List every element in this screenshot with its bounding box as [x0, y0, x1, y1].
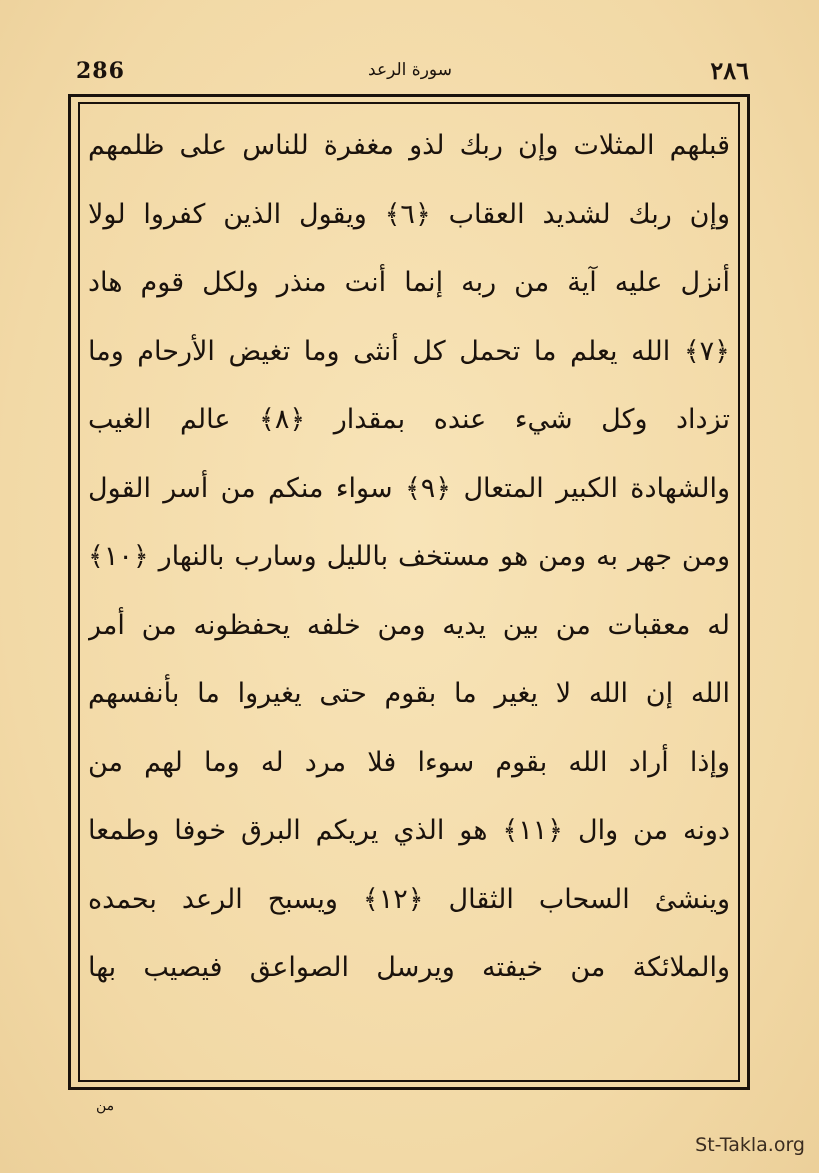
text-line: قبلهم المثلات وإن ربك لذو مغفرة للناس على ظلمهم	[88, 130, 730, 161]
text-line: وإن ربك لشديد العقاب ﴿٦﴾ ويقول الذين كفروا لولا	[88, 198, 730, 230]
page-number-arabic: ٢٨٦	[710, 56, 749, 85]
text-line: أنزل عليه آية من ربه إنما أنت منذر ولكل قوم هاد	[88, 267, 730, 298]
text-line: تزداد وكل شيء عنده بمقدار ﴿٨﴾ عالم الغيب	[88, 404, 730, 435]
surah-title: سورة الرعد	[368, 60, 452, 80]
page-number-latin: 286	[76, 58, 125, 84]
text-line: وإذا أراد الله بقوم سوءا فلا مرد له وما لهم من	[88, 746, 730, 778]
text-line: والملائكة من خيفته ويرسل الصواعق فيصيب بها	[88, 952, 730, 983]
text-line: ﴿٧﴾ الله يعلم ما تحمل كل أنثى وما تغيض الأرحام وما	[88, 335, 730, 367]
text-line: وينشئ السحاب الثقال ﴿١٢﴾ ويسبح الرعد بحمده	[88, 883, 730, 915]
text-line: الله إن الله لا يغير ما بقوم حتى يغيروا ما بأنفسهم	[88, 678, 730, 709]
text-line: دونه من وال ﴿١١﴾ هو الذي يريكم البرق خوفا وطمعا	[88, 815, 730, 846]
text-block	[88, 112, 730, 1072]
text-line: ومن جهر به ومن هو مستخف بالليل وسارب بالنهار ﴿١٠﴾	[88, 541, 730, 572]
watermark: St-Takla.org	[695, 1134, 805, 1156]
catchword: من	[96, 1098, 115, 1114]
text-line: والشهادة الكبير المتعال ﴿٩﴾ سواء منكم من أسر القول	[88, 472, 730, 504]
text-line: له معقبات من بين يديه ومن خلفه يحفظونه من أمر	[88, 609, 730, 641]
